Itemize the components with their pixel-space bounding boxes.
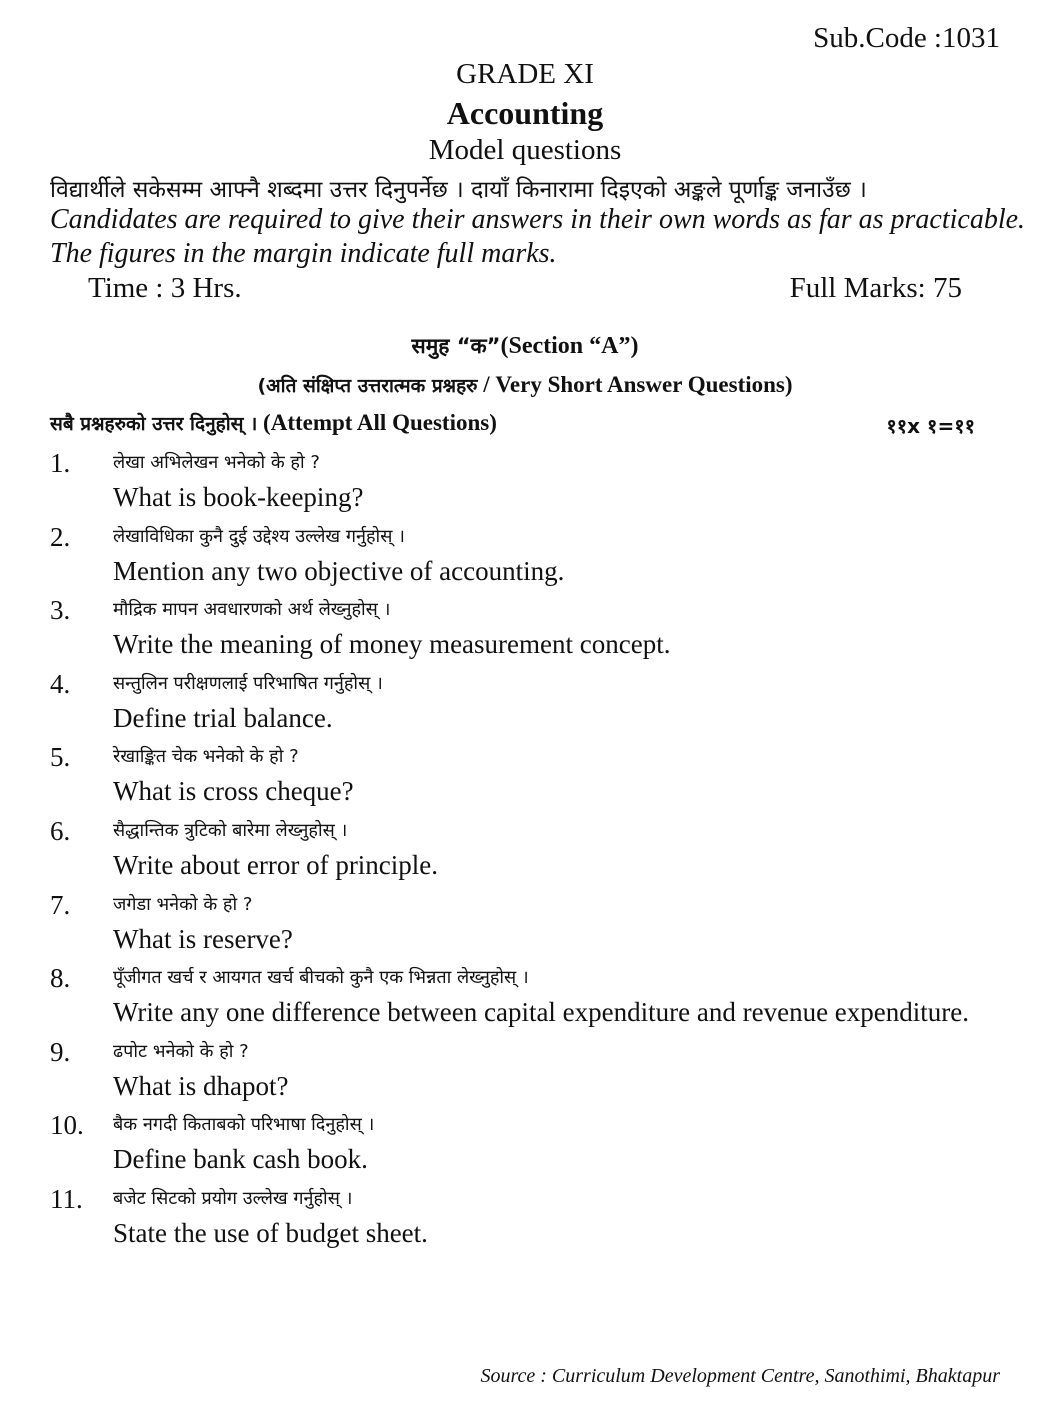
question-number: 11. [50, 1183, 83, 1214]
question-item [50, 667, 1010, 741]
question-item [50, 520, 1010, 594]
question-text-nepali: ढपोट भनेको के हो ? [113, 1040, 249, 1062]
section-subheading-nepali: (अति संक्षिप्त उत्तरात्मक प्रश्नहरु [257, 375, 478, 397]
question-text-nepali: लेखा अभिलेखन भनेको के हो ? [113, 452, 320, 473]
question-text-english: Define trial balance. [113, 702, 333, 733]
question-text-nepali: रेखाङ्कित चेक भनेको के हो ? [113, 746, 299, 768]
question-text-nepali: पूँजीगत खर्च र आयगत खर्च बीचको कुनै एक भिन्नता लेख्नुहोस् । [113, 967, 529, 989]
attempt-instruction-english: (Attempt All Questions) [257, 410, 497, 435]
exam-full-marks: Full Marks: 75 [789, 272, 962, 304]
question-text-english: Write the meaning of money measurement concept. [113, 629, 671, 660]
question-number: 8. [50, 963, 71, 994]
question-number: 2. [50, 521, 71, 552]
attempt-instruction [50, 410, 497, 436]
grade-heading: GRADE XI [456, 58, 594, 90]
question-text-english: Mention any two objective of accounting. [113, 555, 565, 586]
exam-time: Time : 3 Hrs. [88, 272, 242, 304]
instructions-english-line-2: The figures in the margin indicate full marks. [50, 238, 557, 269]
section-heading-english: (Section “A”) [500, 333, 639, 359]
question-text-english: What is dhapot? [113, 1070, 289, 1101]
section-subheading-english: / Very Short Answer Questions) [477, 372, 793, 397]
question-item [50, 593, 1010, 667]
question-text-nepali: बैक नगदी किताबको परिभाषा दिनुहोस् । [113, 1114, 375, 1136]
section-marks: ११x १=११ [886, 414, 975, 438]
question-text-english: What is book-keeping? [113, 482, 364, 512]
question-text-nepali: जगेडा भनेको के हो ? [113, 893, 253, 915]
question-text-english: What is reserve? [113, 923, 293, 954]
question-number: 1. [50, 448, 71, 478]
question-list [50, 446, 1010, 1256]
question-number: 5. [50, 742, 71, 773]
question-text-english: Define bank cash book. [113, 1144, 368, 1175]
question-number: 9. [50, 1036, 71, 1067]
question-number: 7. [50, 889, 71, 920]
subject-title: Accounting [446, 95, 604, 131]
model-questions-heading: Model questions [428, 134, 622, 166]
question-text-nepali: सैद्धान्तिक त्रुटिको बारेमा लेख्नुहोस् । [113, 819, 348, 841]
section-subheading [0, 372, 1050, 398]
section-heading [0, 332, 1050, 360]
attempt-instruction-nepali: सबै प्रश्नहरुको उत्तर दिनुहोस् । [50, 413, 258, 435]
question-number: 4. [50, 668, 71, 699]
question-number: 10. [50, 1110, 84, 1141]
question-item [50, 1182, 1010, 1256]
question-text-english: State the use of budget sheet. [113, 1217, 428, 1248]
question-item [50, 446, 1010, 520]
question-text-english: Write about error of principle. [113, 849, 439, 880]
instructions-english-line-1: Candidates are required to give their answers in their own words as far as practicable. [50, 204, 1026, 235]
question-item [50, 1108, 1010, 1182]
question-item [50, 961, 1010, 1035]
question-text-english: What is cross cheque? [113, 776, 354, 807]
instructions-nepali: विद्यार्थीले सकेसम्म आफ्नै शब्दमा उत्तर दिनुपर्नेछ । दायाँ किनारामा दिइएको अङ्कले पूर्णाङ्क जनाउँछ । [50, 177, 867, 203]
question-number: 3. [50, 595, 71, 626]
source-footer: Source : Curriculum Development Centre, Sanothimi, Bhaktapur [480, 1365, 1000, 1387]
question-item [50, 814, 1010, 888]
question-text-nepali: मौद्रिक मापन अवधारणको अर्थ लेख्नुहोस् । [113, 599, 391, 621]
question-text-nepali: सन्तुलिन परीक्षणलाई परिभाषित गर्नुहोस् । [113, 672, 383, 694]
question-text-nepali: लेखाविधिका कुनै दुई उद्देश्य उल्लेख गर्नुहोस् । [113, 525, 405, 547]
question-text-english: Write any one difference between capital expenditure and revenue expenditure. [113, 997, 969, 1028]
question-text-nepali: बजेट सिटको प्रयोग उल्लेख गर्नुहोस् । [113, 1187, 353, 1209]
section-heading-nepali: समुह “क” [411, 334, 501, 358]
question-item [50, 740, 1010, 814]
subject-code: Sub.Code :1031 [813, 22, 1000, 54]
question-number: 6. [50, 815, 71, 846]
question-item [50, 888, 1010, 962]
question-item [50, 1035, 1010, 1109]
